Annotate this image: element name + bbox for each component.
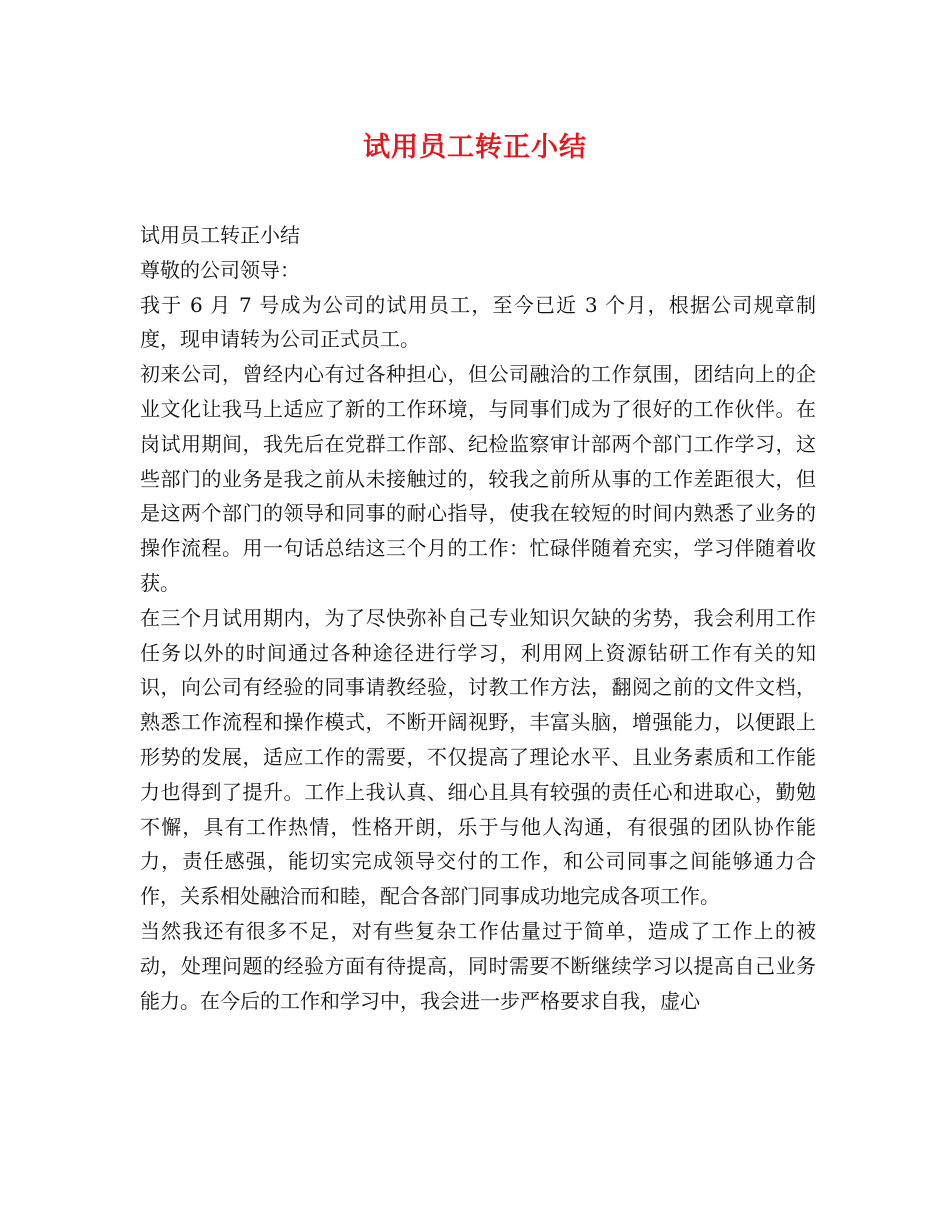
paragraph-heading: 试用员工转正小结 xyxy=(140,223,300,247)
document-body xyxy=(140,218,816,1018)
document-title: 试用员工转正小结 xyxy=(363,132,587,163)
paragraph-learning: 在三个月试用期内，为了尽快弥补自己专业知识欠缺的劣势，我会利用工作任务以外的时间通过各种途径进行学习，利用网上资源钻研工作有关的知识，向公司有经验的同事请教经验，讨教工作方法，翻阅之前的文件文档，熟悉工作流程和操作模式，不断开阔视野，丰富头脑，增强能力，以便跟上形势的发展，适应工作的需要，不仅提高了理论水平、且业务素质和工作能力也得到了提升。工作上我认真、细心且具有较强的责任心和进取心，勤勉不懈，具有工作热情，性格开朗，乐于与他人沟通，有很强的团队协作能力，责任感强，能切实完成领导交付的工作，和公司同事之间能够通力合作，关系相处融洽而和睦，配合各部门同事成功地完成各项工作。 xyxy=(140,605,816,909)
paragraph-intro: 我于 6 月 7 号成为公司的试用员工，至今已近 3 个月，根据公司规章制度，现申请转为公司正式员工。 xyxy=(140,292,816,352)
paragraph-experience: 初来公司，曾经内心有过各种担心，但公司融洽的工作氛围，团结向上的企业文化让我马上适应了新的工作环境，与同事们成为了很好的工作伙伴。在岗试用期间，我先后在党群工作部、纪检监察审计部两个部门工作学习，这些部门的业务是我之前从未接触过的，较我之前所从事的工作差距很大，但是这两个部门的领导和同事的耐心指导，使我在较短的时间内熟悉了业务的操作流程。用一句话总结这三个月的工作：忙碌伴随着充实，学习伴随着收获。 xyxy=(140,362,816,595)
paragraph-shortcomings: 当然我还有很多不足，对有些复杂工作估量过于简单，造成了工作上的被动，处理问题的经验方面有待提高，同时需要不断继续学习以提高自己业务能力。在今后的工作和学习中，我会进一步严格要求自我，虚心 xyxy=(140,918,816,1013)
paragraph-salutation: 尊敬的公司领导： xyxy=(140,257,300,282)
